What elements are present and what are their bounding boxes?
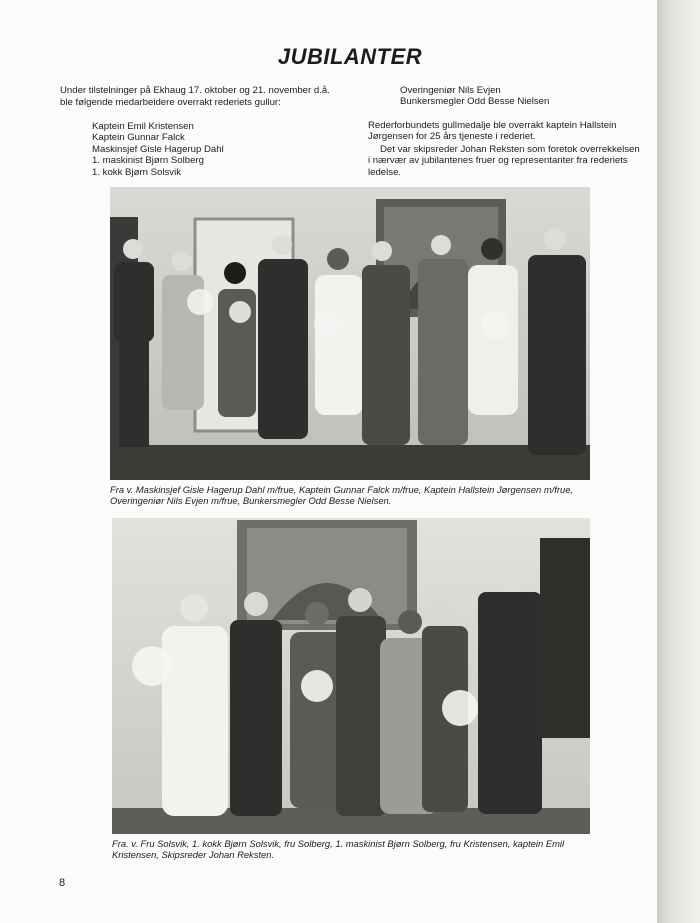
group-photo-bottom	[112, 518, 590, 834]
honoree-name: Kaptein Gunnar Falck	[92, 132, 185, 144]
bottom-photo-caption: Fra. v. Fru Solsvik, 1. kokk Bjørn Solsvik, fru Solberg, 1. maskinist Bjørn Solberg, fru Kristensen, kaptein Emil Kristensen, Skipsreder Johan Reksten.	[112, 838, 565, 861]
photo-illustration	[112, 518, 590, 834]
page-number: 8	[59, 877, 66, 889]
top-photo-caption: Fra v. Maskinsjef Gisle Hagerup Dahl m/frue, Kaptein Gunnar Falck m/frue, Kaptein Hallstein Jørgensen m/frue, Overingeniør Nils Evjen m/frue, Bunkersmegler Odd Besse Nielsen.	[110, 484, 574, 507]
honoree-name: Overingeniør Nils Evjen	[400, 85, 501, 96]
honoree-name: 1. kokk Bjørn Solsvik	[92, 166, 182, 178]
article-title: JUBILANTER	[277, 44, 423, 69]
honoree-name: Kaptein Emil Kristensen	[92, 121, 194, 132]
honoree-name: Maskinsjef Gisle Hagerup Dahl	[92, 143, 224, 155]
honorees-list-right	[400, 85, 549, 108]
ceremony-paragraph: Det var skipsreder Johan Reksten som foretok overrekkelsen i nærvær av jubilantenes fruer og representanter fra rederiets ledelse.	[368, 144, 640, 178]
photo-illustration	[110, 187, 590, 480]
page-edge-shadow	[657, 0, 700, 923]
intro-paragraph: Under tilstelninger på Ekhaug 17. oktober og 21. november d.å. ble følgende medarbeidere overrakt rederiets gullur:	[60, 85, 330, 108]
honoree-name: Bunkersmegler Odd Besse Nielsen	[400, 96, 550, 108]
honoree-name: 1. maskinist Bjørn Solberg	[92, 155, 204, 167]
medal-paragraph: Rederforbundets gullmedalje ble overrakt kaptein Hallstein Jørgensen for 25 års tjeneste i rederiet.	[368, 120, 617, 143]
group-photo-top	[110, 187, 590, 480]
honorees-list-left	[92, 121, 224, 178]
